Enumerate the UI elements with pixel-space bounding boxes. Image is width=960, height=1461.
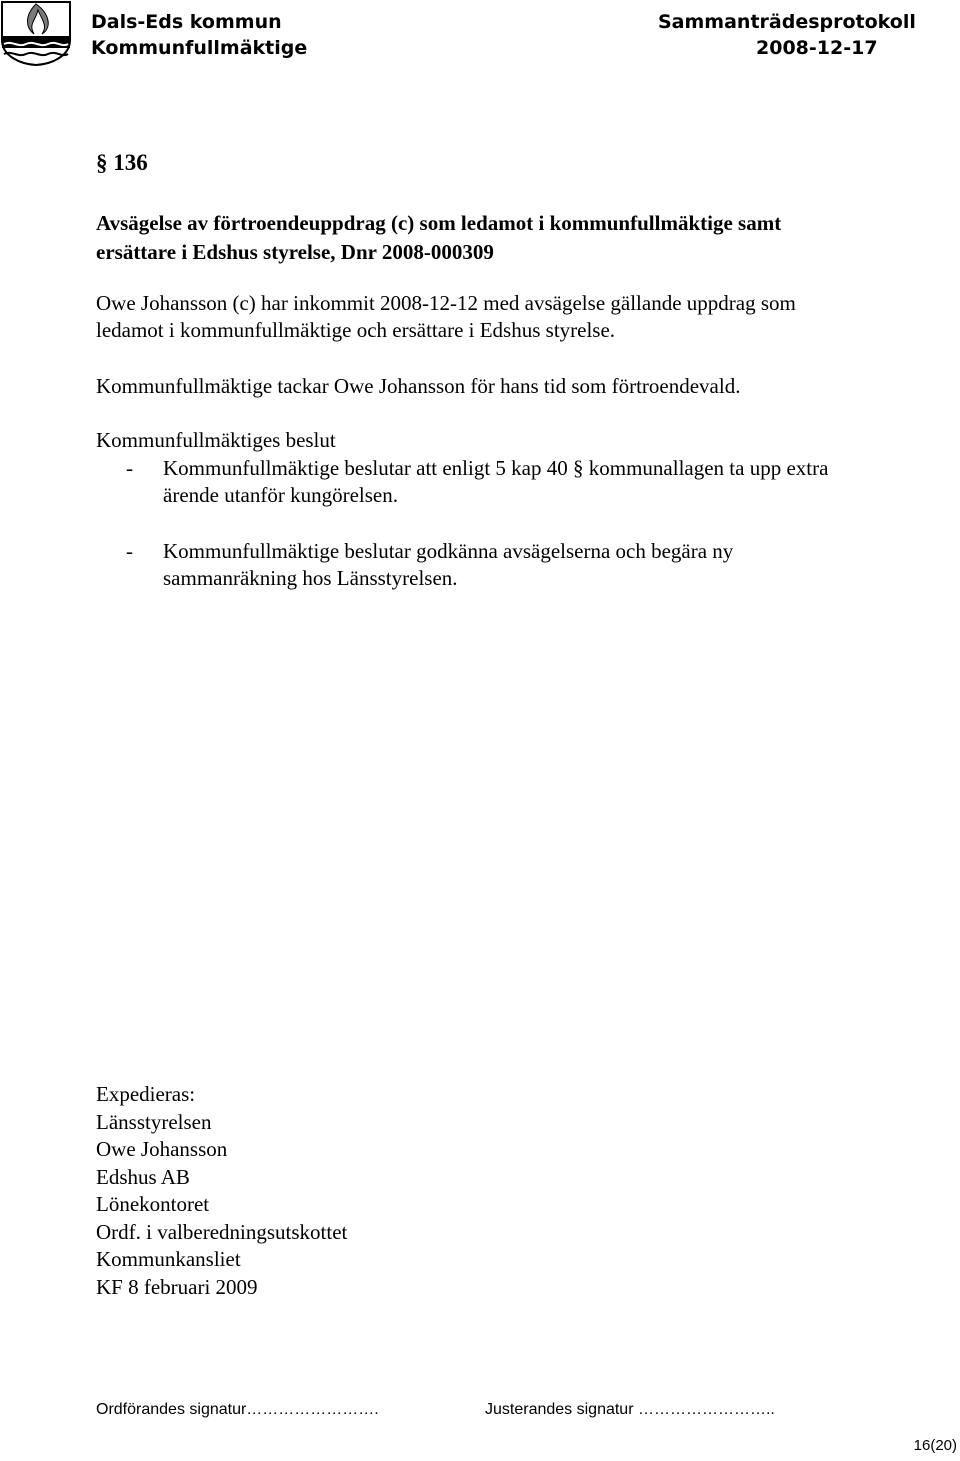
distribution-list [96,1081,347,1301]
page-number: 16(20) [913,1437,957,1454]
list-item-line: Kommunfullmäktige beslutar godkänna avsägelserna och begära ny [163,539,734,563]
recipient: KF 8 februari 2009 [96,1274,258,1299]
list-item [163,538,733,592]
recipient: Länsstyrelsen [96,1109,212,1134]
list-item [163,455,828,509]
list-bullet: - [126,539,133,563]
recipient: Kommunkansliet [96,1247,241,1271]
decision-heading: Kommunfullmäktiges beslut [96,428,336,452]
list-item-line: sammanräkning hos Länsstyrelsen. [163,566,458,590]
body-paragraph [96,290,796,344]
list-item-line: Kommunfullmäktige beslutar att enligt 5 kap 40 § kommunallagen ta upp extra [163,456,829,480]
body-line: Owe Johansson (c) har inkommit 2008-12-12 med avsägelse gällande uppdrag som [96,291,796,315]
document-type: Sammanträdesprotokoll [658,11,916,33]
organization-name: Dals-Eds kommun [91,11,282,33]
body-name: Kommunfullmäktige [91,37,308,59]
body-paragraph: Kommunfullmäktige tackar Owe Johansson för hans tid som förtroendevald. [96,374,741,398]
recipient: Owe Johansson [96,1137,228,1161]
meeting-date: 2008-12-17 [756,37,878,59]
paragraph-title [96,210,781,268]
recipient: Ordf. i valberedningsutskottet [96,1219,348,1244]
distribution-label: Expedieras: [96,1082,196,1106]
title-line: ersättare i Edshus styrelse, Dnr 2008-000309 [96,240,494,264]
body-line: ledamot i kommunfullmäktige och ersättare i Edshus styrelse. [96,318,616,342]
chair-signature-line: Ordförandes signatur……………………. [96,1401,379,1418]
list-bullet: - [126,456,133,480]
recipient: Edshus AB [96,1164,190,1189]
page-header [0,0,960,70]
title-line: Avsägelse av förtroendeuppdrag (c) som ledamot i kommunfullmäktige samt [96,211,782,235]
municipal-coat-of-arms-icon [0,0,72,66]
adjuster-signature-line: Justerandes signatur …………………….. [485,1401,775,1418]
recipient: Lönekontoret [96,1192,210,1216]
list-item-line: ärende utanför kungörelsen. [163,483,398,507]
paragraph-number: § 136 [96,150,148,175]
